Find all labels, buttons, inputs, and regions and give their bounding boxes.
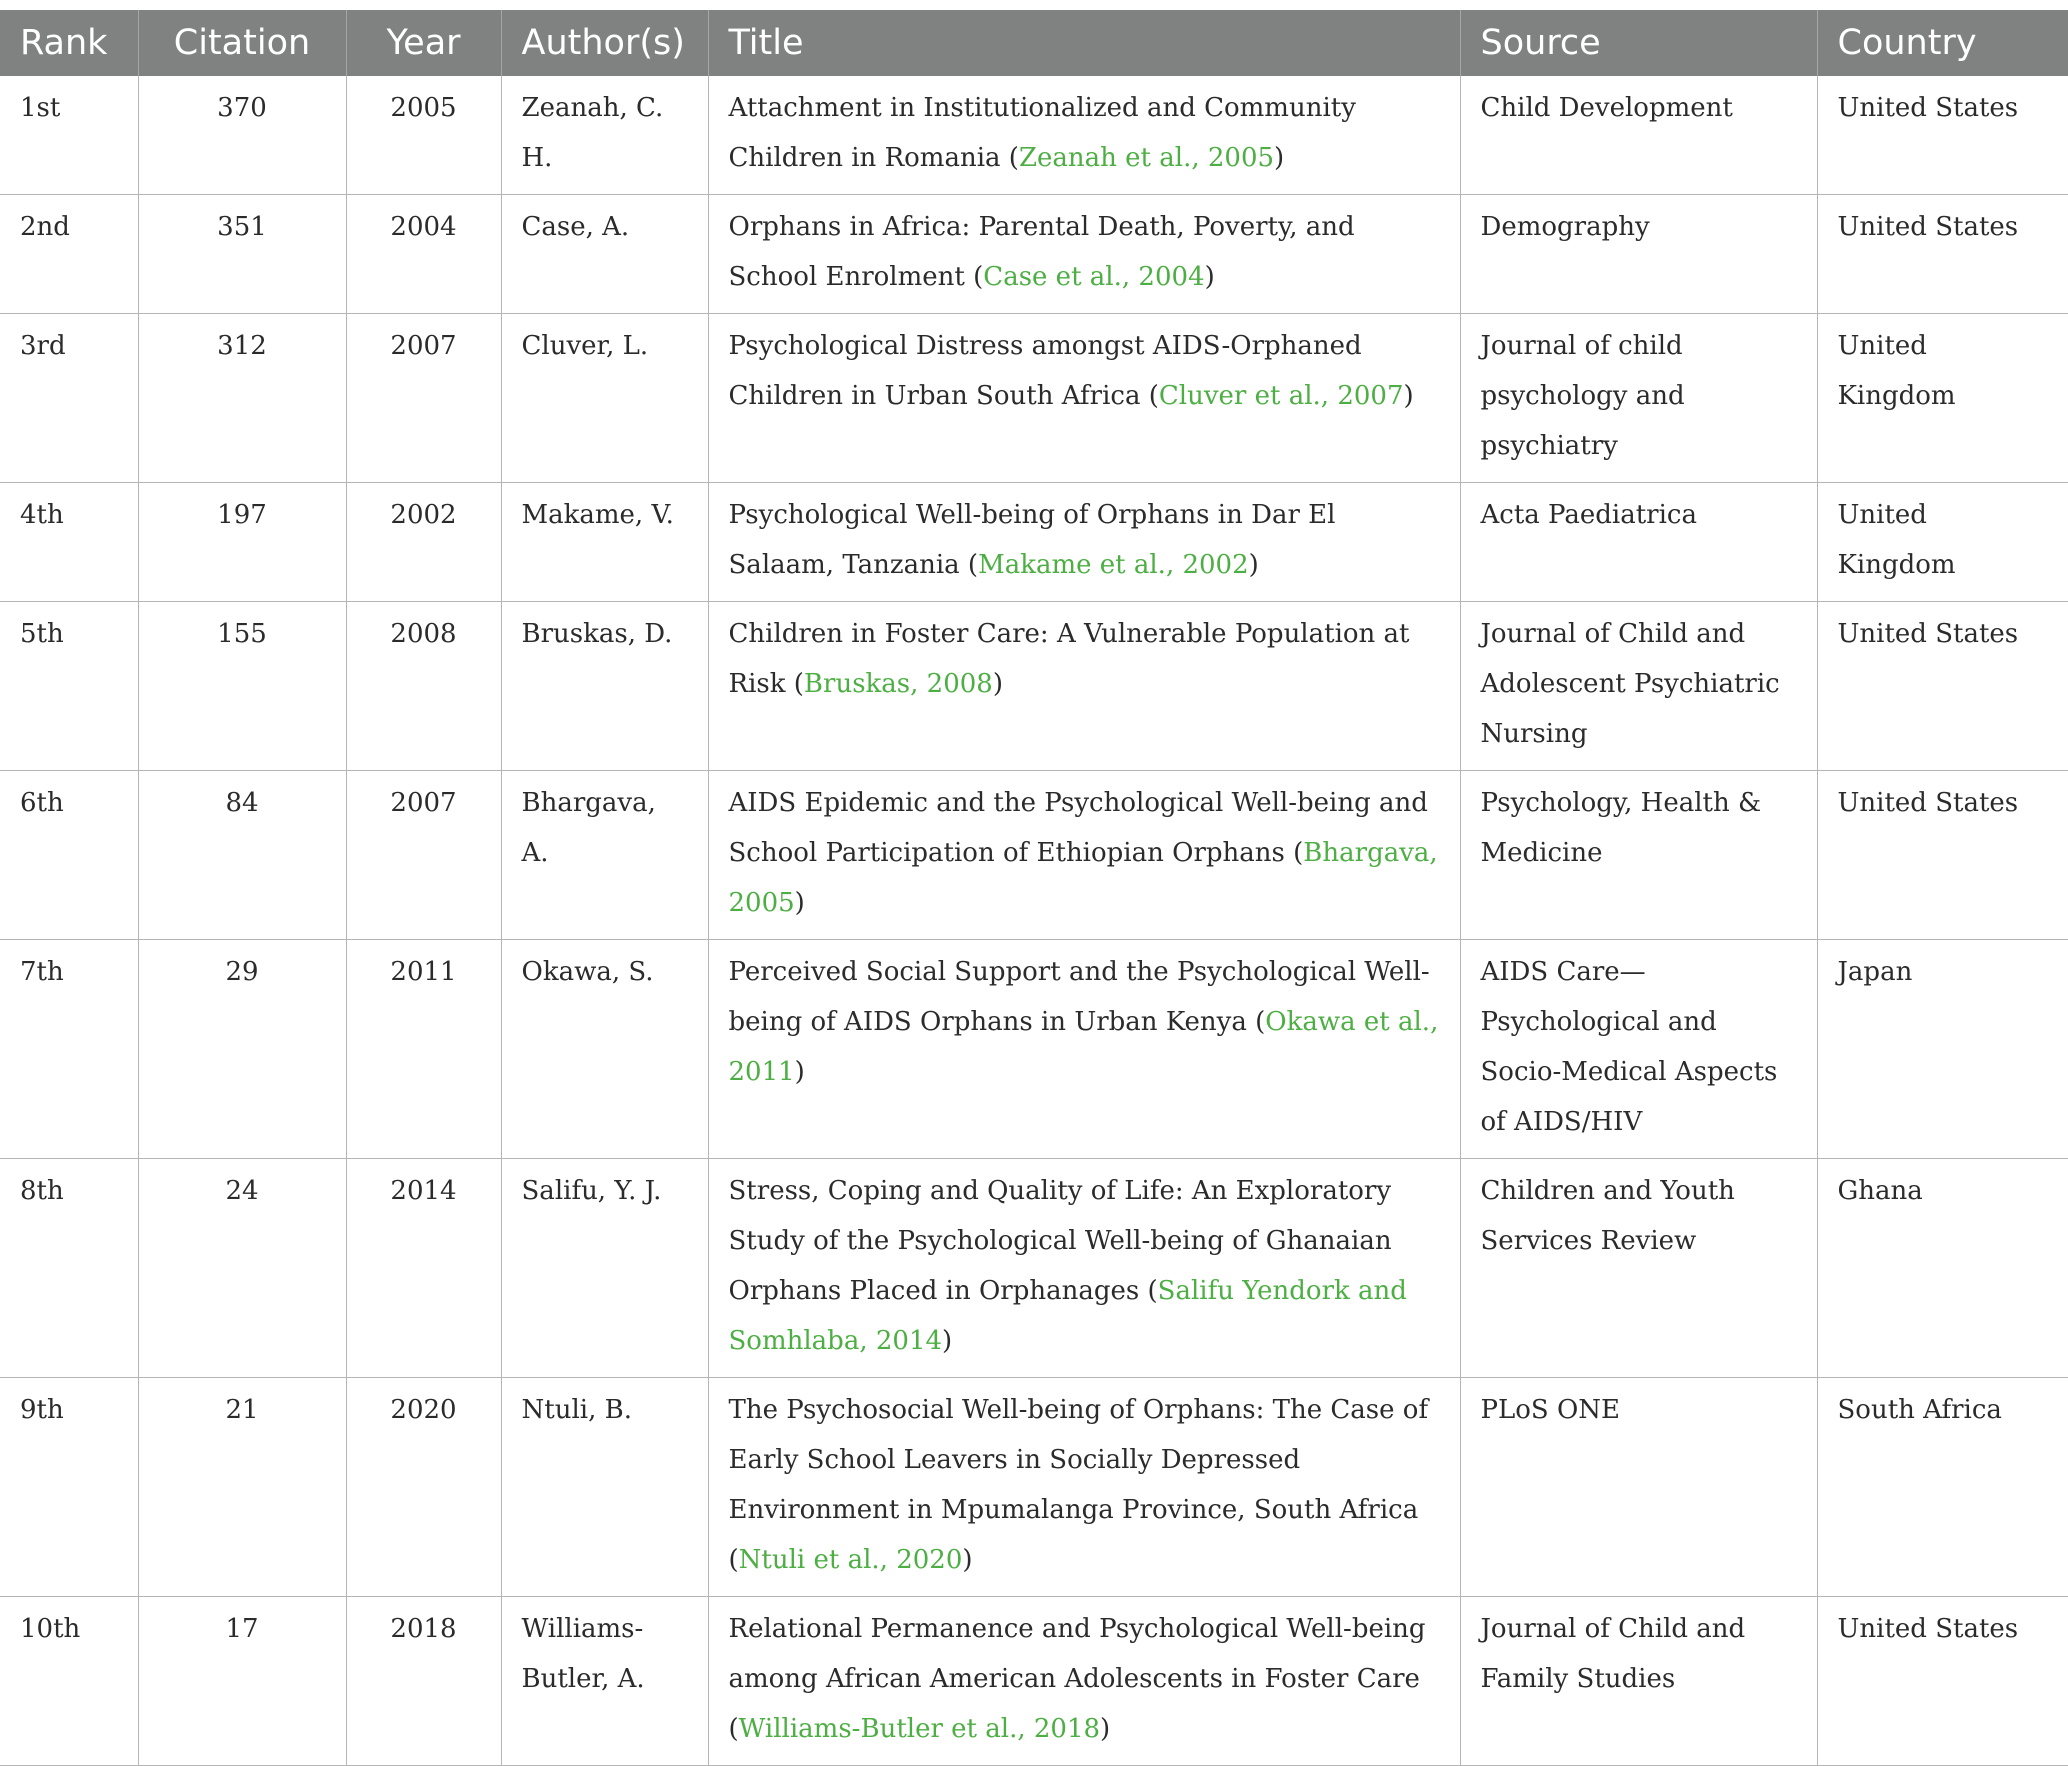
cell-title: Relational Permanence and Psychological Well-being among African American Adolescents in Foster Care (Williams-Butler et al., 2018): [708, 1597, 1460, 1766]
table-row: [0, 195, 2068, 314]
title-text: The Psychosocial Well-being of Orphans: The Case of Early School Leavers in Socially Depressed Environment in Mpumalanga Province, South Africa: [728, 1395, 1429, 1525]
cell-citation: 29: [138, 940, 346, 1159]
cell-source: Demography: [1460, 195, 1817, 314]
cell-source: Acta Paediatrica: [1460, 483, 1817, 602]
table-row: [0, 1597, 2068, 1766]
cell-rank: 7th: [0, 940, 138, 1159]
cell-author: Cluver, L.: [501, 314, 708, 483]
cell-year: 2007: [346, 771, 501, 940]
reference-link[interactable]: Makame et al., 2002: [978, 550, 1249, 580]
header-country: Country: [1817, 10, 2068, 76]
cell-citation: 351: [138, 195, 346, 314]
cell-author: Case, A.: [501, 195, 708, 314]
cell-country: United States: [1817, 76, 2068, 195]
cell-title: Orphans in Africa: Parental Death, Poverty, and School Enrolment (Case et al., 2004): [708, 195, 1460, 314]
cell-author: Okawa, S.: [501, 940, 708, 1159]
cell-year: 2004: [346, 195, 501, 314]
cell-source: AIDS Care—Psychological and Socio-Medical Aspects of AIDS/HIV: [1460, 940, 1817, 1159]
cell-year: 2020: [346, 1378, 501, 1597]
cell-citation: 24: [138, 1159, 346, 1378]
cell-country: United States: [1817, 195, 2068, 314]
cell-title: AIDS Epidemic and the Psychological Well-being and School Participation of Ethiopian Orphans (Bhargava, 2005): [708, 771, 1460, 940]
cell-country: United Kingdom: [1817, 314, 2068, 483]
title-text: Attachment in Institutionalized and Community Children in Romania: [728, 93, 1356, 173]
cell-author: Bruskas, D.: [501, 602, 708, 771]
cell-citation: 312: [138, 314, 346, 483]
cell-source: Journal of Child and Family Studies: [1460, 1597, 1817, 1766]
cell-year: 2005: [346, 76, 501, 195]
header-citation: Citation: [138, 10, 346, 76]
cell-country: United States: [1817, 771, 2068, 940]
title-text: Psychological Well-being of Orphans in Dar El Salaam, Tanzania: [728, 500, 1336, 580]
header-authors: Author(s): [501, 10, 708, 76]
header-rank: Rank: [0, 10, 138, 76]
title-text: Relational Permanence and Psychological Well-being among African American Adolescents in Foster Care: [728, 1614, 1426, 1694]
cell-rank: 8th: [0, 1159, 138, 1378]
cell-rank: 6th: [0, 771, 138, 940]
header-source: Source: [1460, 10, 1817, 76]
title-text: Perceived Social Support and the Psychological Well-being of AIDS Orphans in Urban Kenya: [728, 957, 1430, 1037]
cell-rank: 2nd: [0, 195, 138, 314]
cell-citation: 197: [138, 483, 346, 602]
cell-source: Children and Youth Services Review: [1460, 1159, 1817, 1378]
cell-rank: 5th: [0, 602, 138, 771]
cell-country: United States: [1817, 602, 2068, 771]
cell-year: 2018: [346, 1597, 501, 1766]
header-row: [0, 10, 2068, 76]
header-title: Title: [708, 10, 1460, 76]
table-row: [0, 1378, 2068, 1597]
cell-author: Ntuli, B.: [501, 1378, 708, 1597]
cell-author: Williams-Butler, A.: [501, 1597, 708, 1766]
cell-source: PLoS ONE: [1460, 1378, 1817, 1597]
header-year: Year: [346, 10, 501, 76]
cell-source: Child Development: [1460, 76, 1817, 195]
cell-citation: 370: [138, 76, 346, 195]
title-text: Stress, Coping and Quality of Life: An Exploratory Study of the Psychological Well-being of Ghanaian Orphans Placed in Orphanages: [728, 1176, 1392, 1306]
cell-title: Stress, Coping and Quality of Life: An Exploratory Study of the Psychological Well-being of Ghanaian Orphans Placed in Orphanages (Salifu Yendork and Somhlaba, 2014): [708, 1159, 1460, 1378]
cell-source: Journal of Child and Adolescent Psychiatric Nursing: [1460, 602, 1817, 771]
cell-author: Zeanah, C. H.: [501, 76, 708, 195]
cell-author: Salifu, Y. J.: [501, 1159, 708, 1378]
cell-year: 2007: [346, 314, 501, 483]
table-container: [0, 10, 2068, 1766]
cell-title: Perceived Social Support and the Psychological Well-being of AIDS Orphans in Urban Kenya (Okawa et al., 2011): [708, 940, 1460, 1159]
cell-source: Journal of child psychology and psychiatry: [1460, 314, 1817, 483]
table-row: [0, 940, 2068, 1159]
cell-title: Attachment in Institutionalized and Community Children in Romania (Zeanah et al., 2005): [708, 76, 1460, 195]
cell-rank: 10th: [0, 1597, 138, 1766]
reference-link[interactable]: Okawa et al., 2011: [728, 1007, 1439, 1087]
cell-year: 2011: [346, 940, 501, 1159]
cell-citation: 21: [138, 1378, 346, 1597]
cell-country: United States: [1817, 1597, 2068, 1766]
cell-title: The Psychosocial Well-being of Orphans: The Case of Early School Leavers in Socially Depressed Environment in Mpumalanga Province, South Africa (Ntuli et al., 2020): [708, 1378, 1460, 1597]
reference-link[interactable]: Bhargava, 2005: [728, 838, 1438, 918]
reference-link[interactable]: Case et al., 2004: [983, 262, 1205, 292]
reference-link[interactable]: Salifu Yendork and Somhlaba, 2014: [728, 1276, 1407, 1356]
cell-title: Psychological Well-being of Orphans in Dar El Salaam, Tanzania (Makame et al., 2002): [708, 483, 1460, 602]
table-row: [0, 314, 2068, 483]
cell-author: Makame, V.: [501, 483, 708, 602]
table-header: [0, 10, 2068, 76]
reference-link[interactable]: Bruskas, 2008: [803, 669, 993, 699]
table-row: [0, 771, 2068, 940]
cell-citation: 84: [138, 771, 346, 940]
table-row: [0, 76, 2068, 195]
citation-table: [0, 10, 2068, 1766]
cell-title: Psychological Distress amongst AIDS-Orphaned Children in Urban South Africa (Cluver et al., 2007): [708, 314, 1460, 483]
cell-country: United Kingdom: [1817, 483, 2068, 602]
cell-citation: 17: [138, 1597, 346, 1766]
table-row: [0, 1159, 2068, 1378]
cell-source: Psychology, Health & Medicine: [1460, 771, 1817, 940]
cell-title: Children in Foster Care: A Vulnerable Population at Risk (Bruskas, 2008): [708, 602, 1460, 771]
table-body: [0, 76, 2068, 1766]
cell-country: South Africa: [1817, 1378, 2068, 1597]
reference-link[interactable]: Zeanah et al., 2005: [1018, 143, 1275, 173]
cell-rank: 1st: [0, 76, 138, 195]
table-row: [0, 602, 2068, 771]
reference-link[interactable]: Ntuli et al., 2020: [738, 1545, 963, 1575]
cell-rank: 3rd: [0, 314, 138, 483]
cell-year: 2014: [346, 1159, 501, 1378]
table-row: [0, 483, 2068, 602]
title-text: Orphans in Africa: Parental Death, Poverty, and School Enrolment: [728, 212, 1355, 292]
title-text: AIDS Epidemic and the Psychological Well-being and School Participation of Ethiopian Orphans: [728, 788, 1428, 868]
reference-link[interactable]: Cluver et al., 2007: [1158, 381, 1404, 411]
cell-author: Bhargava, A.: [501, 771, 708, 940]
cell-year: 2008: [346, 602, 501, 771]
title-text: Psychological Distress amongst AIDS-Orphaned Children in Urban South Africa: [728, 331, 1362, 411]
cell-rank: 9th: [0, 1378, 138, 1597]
cell-rank: 4th: [0, 483, 138, 602]
cell-citation: 155: [138, 602, 346, 771]
cell-year: 2002: [346, 483, 501, 602]
cell-country: Japan: [1817, 940, 2068, 1159]
reference-link[interactable]: Williams-Butler et al., 2018: [738, 1714, 1101, 1744]
title-text: Children in Foster Care: A Vulnerable Population at Risk: [728, 619, 1410, 699]
cell-country: Ghana: [1817, 1159, 2068, 1378]
